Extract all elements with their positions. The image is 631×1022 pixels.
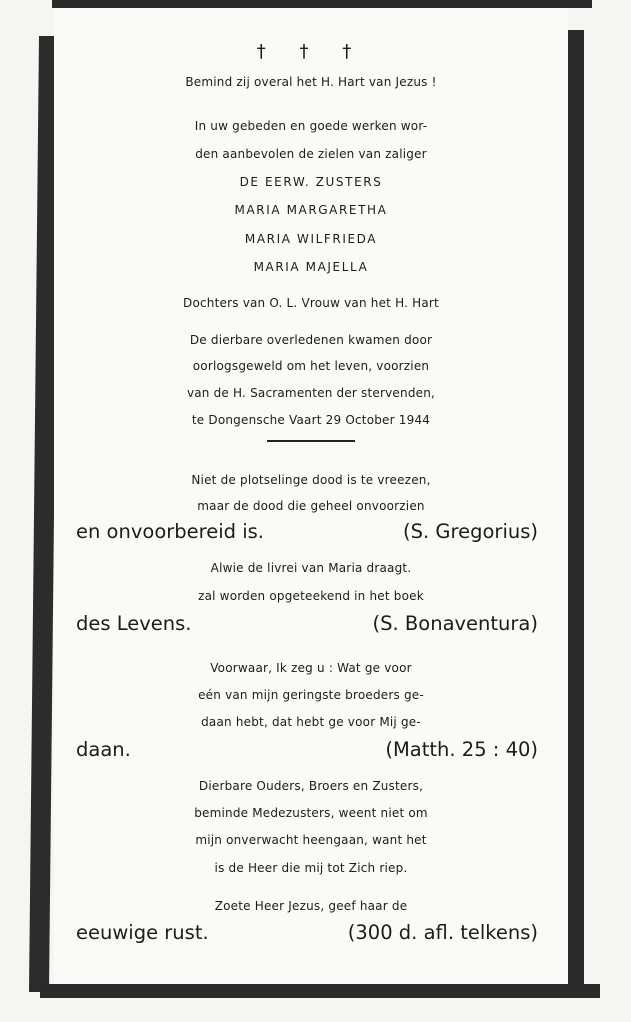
three-crosses: † † † — [256, 41, 366, 62]
farewell-line-2: beminde Medezusters, weent niet om — [194, 806, 428, 820]
quote1-source: (S. Gregorius) — [403, 520, 538, 543]
name-3: MARIA MAJELLA — [253, 260, 369, 274]
mourning-border-top — [52, 0, 592, 8]
header-invocation: Bemind zij overal het H. Hart van Jezus ! — [185, 75, 437, 89]
quote1-line-1: Niet de plotselinge dood is te vreezen, — [191, 473, 431, 487]
death-notice-line-1: De dierbare overledenen kwamen door — [189, 333, 433, 347]
congregation-line: Dochters van O. L. Vrouw van het H. Hart — [183, 296, 439, 310]
name-2: MARIA WILFRIEDA — [244, 232, 378, 246]
quote2-last-row — [76, 612, 538, 636]
quote3-last-line: daan. — [76, 738, 131, 761]
card-body — [54, 8, 568, 984]
quote3-source: (Matth. 25 : 40) — [385, 738, 538, 761]
name-1: MARIA MARGARETHA — [234, 203, 388, 217]
prayer-line-2: eeuwige rust. — [76, 921, 209, 944]
farewell-line-3: mijn onverwacht heengaan, want het — [195, 833, 427, 847]
quote3-line-1: Voorwaar, Ik zeg u : Wat ge voor — [210, 661, 412, 675]
quote2-line-1: Alwie de livrei van Maria draagt. — [210, 561, 412, 575]
intro-line-2: den aanbevolen de zielen van zaliger — [195, 147, 427, 161]
title-line: DE EERW. ZUSTERS — [239, 175, 383, 189]
quote1-line-2: maar de dood die geheel onvoorzien — [197, 499, 425, 513]
quote1-last-row — [76, 520, 538, 544]
divider-line — [267, 440, 355, 442]
quote2-line-2: zal worden opgeteekend in het boek — [198, 589, 424, 603]
death-notice-line-4: te Dongensche Vaart 29 October 1944 — [191, 413, 431, 427]
quote3-last-row — [76, 738, 538, 762]
mourning-border-right — [568, 30, 584, 992]
quote3-line-3: daan hebt, dat hebt ge voor Mij ge- — [201, 715, 421, 729]
death-notice-line-2: oorlogsgeweld om het leven, voorzien — [192, 359, 430, 373]
quote2-source: (S. Bonaventura) — [372, 612, 538, 635]
death-notice-line-3: van de H. Sacramenten der stervenden, — [186, 386, 436, 400]
farewell-line-4: is de Heer die mij tot Zich riep. — [214, 861, 408, 875]
prayer-last-row — [76, 921, 538, 945]
mourning-border-bottom — [40, 984, 600, 998]
prayer-line-1: Zoete Heer Jezus, geef haar de — [214, 899, 408, 913]
indulgence-note: (300 d. afl. telkens) — [347, 921, 538, 944]
quote3-line-2: eén van mijn geringste broeders ge- — [198, 688, 424, 702]
quote1-last-line: en onvoorbereid is. — [76, 520, 264, 543]
quote2-last-line: des Levens. — [76, 612, 192, 635]
intro-line-1: In uw gebeden en goede werken wor- — [194, 119, 428, 133]
farewell-line-1: Dierbare Ouders, Broers en Zusters, — [198, 779, 424, 793]
